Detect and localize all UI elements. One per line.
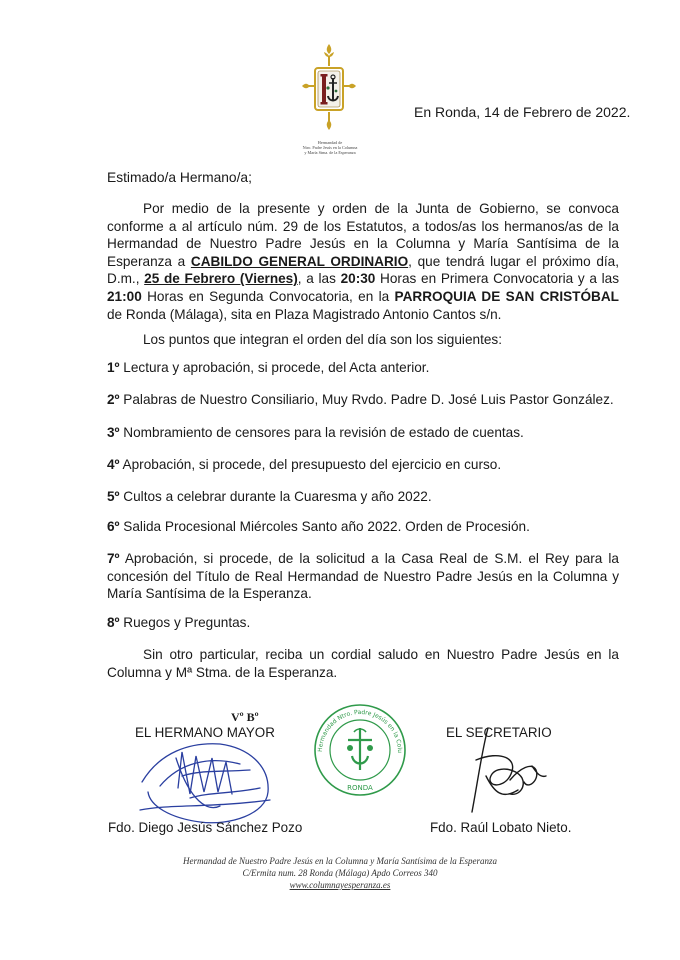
closing-text: Sin otro particular, reciba un cordial saludo en Nuestro Padre Jesús en la Columna y Mª Stma. de la Esperanza. bbox=[107, 647, 619, 680]
meeting-type: CABILDO GENERAL ORDINARIO bbox=[190, 253, 409, 269]
agenda-text: Lectura y aprobación, si procede, del Acta anterior. bbox=[119, 360, 430, 375]
agenda-text: Salida Procesional Miércoles Santo año 2022. Orden de Procesión. bbox=[119, 519, 530, 534]
intro-text: Horas en Primera Convocatoria y a las bbox=[375, 271, 620, 287]
agenda-number: 7º bbox=[107, 551, 120, 566]
intro-text: Horas en Segunda Convocatoria, en la bbox=[141, 288, 395, 304]
agenda-item bbox=[107, 424, 619, 442]
brotherhood-seal-stamp bbox=[307, 695, 410, 800]
agenda-text: Cultos a celebrar durante la Cuaresma y año 2022. bbox=[119, 489, 432, 504]
intro-text: , que tendrá lugar el próximo día, D.m., bbox=[107, 253, 619, 287]
footer-address: C/Ermita num. 28 Ronda (Málaga) Apdo Correos 340 bbox=[242, 868, 438, 878]
second-call-time: 21:00 bbox=[107, 288, 142, 304]
intro-text: de Ronda (Málaga), sita en Plaza Magistrado Antonio Cantos s/n. bbox=[107, 306, 502, 322]
agenda-number: 4º bbox=[107, 457, 120, 472]
seal-ring-text: Hermandad Ntro. Padre Jesús en la Columna y María Stma. de la Esperanza bbox=[307, 695, 404, 754]
agenda-item bbox=[107, 614, 619, 632]
agenda-number: 1º bbox=[107, 360, 120, 375]
agenda-item bbox=[107, 359, 619, 377]
agenda-item bbox=[107, 391, 619, 409]
agenda-item bbox=[107, 518, 619, 536]
secretario-signature bbox=[440, 720, 560, 820]
agenda-intro: Los puntos que integran el orden del día son los siguientes: bbox=[143, 332, 502, 347]
footer-organization: Hermandad de Nuestro Padre Jesús en la Columna y María Santísima de la Esperanza bbox=[182, 856, 498, 866]
meeting-date: 25 de Febrero (Viernes) bbox=[144, 271, 298, 287]
hermano-mayor-name: Fdo. Diego Jesús Sánchez Pozo bbox=[108, 820, 303, 835]
agenda-text: Nombramiento de censores para la revisión de estado de cuentas. bbox=[119, 425, 524, 440]
agenda-number: 5º bbox=[107, 489, 120, 504]
agenda-text: Palabras de Nuestro Consiliario, Muy Rvdo. Padre D. José Luis Pastor González. bbox=[119, 392, 614, 407]
hermano-mayor-signature bbox=[120, 722, 300, 832]
agenda-text: Aprobación, si procede, de la solicitud a la Casa Real de S.M. el Rey para la concesión del Título de Real Hermandad de Nuestro Padre Jesús en la Columna y María Santísima de la Esperanza. bbox=[107, 551, 619, 602]
footer-website bbox=[120, 880, 560, 892]
letter-date: En Ronda, 14 de Febrero de 2022. bbox=[414, 104, 631, 120]
agenda-text: Ruegos y Preguntas. bbox=[119, 615, 251, 630]
first-call-time: 20:30 bbox=[340, 271, 376, 287]
secretario-name: Fdo. Raúl Lobato Nieto. bbox=[430, 820, 572, 835]
website-link[interactable]: www.columnayesperanza.es bbox=[289, 880, 391, 890]
crest-caption-line: y María Stma. de la Esperanza bbox=[304, 150, 356, 155]
agenda-item bbox=[107, 550, 619, 603]
convocation-paragraph bbox=[107, 200, 619, 323]
agenda-item bbox=[107, 488, 619, 506]
svg-text:Hermandad Ntro. Padre Jesús en bbox=[307, 695, 403, 753]
crest-caption-line: Hermandad de bbox=[317, 140, 343, 145]
agenda-number: 8º bbox=[107, 615, 120, 630]
agenda-number: 2º bbox=[107, 392, 120, 407]
agenda-text: Aprobación, si procede, del presupuesto del ejercicio en curso. bbox=[119, 457, 502, 472]
secretario-title: EL SECRETARIO bbox=[446, 725, 552, 740]
meeting-place: PARROQUIA DE SAN CRISTÓBAL bbox=[394, 288, 619, 304]
agenda-item bbox=[107, 456, 619, 474]
closing-paragraph bbox=[107, 646, 619, 681]
crest-caption-line: Ntro. Padre Jesús en la Columna bbox=[302, 145, 358, 150]
intro-text: Por medio de la presente y orden de la Junta de Gobierno, se convoca conforme a al artículo núm. 29 de los Estatutos, a todos/as los hermanos/as de la Hermandad de Nuestro Padre Jesús en la Columna y María Santísima de la Esperanza a bbox=[107, 201, 619, 269]
crest-caption bbox=[300, 140, 360, 155]
seal-bottom-text: RONDA bbox=[347, 784, 373, 792]
intro-text: , a las bbox=[297, 271, 341, 287]
greeting: Estimado/a Hermano/a; bbox=[107, 170, 252, 185]
hermano-mayor-title: EL HERMANO MAYOR bbox=[135, 725, 275, 740]
vb-approval: Vº Bº bbox=[231, 710, 259, 724]
agenda-number: 3º bbox=[107, 425, 120, 440]
agenda-number: 6º bbox=[107, 519, 120, 534]
